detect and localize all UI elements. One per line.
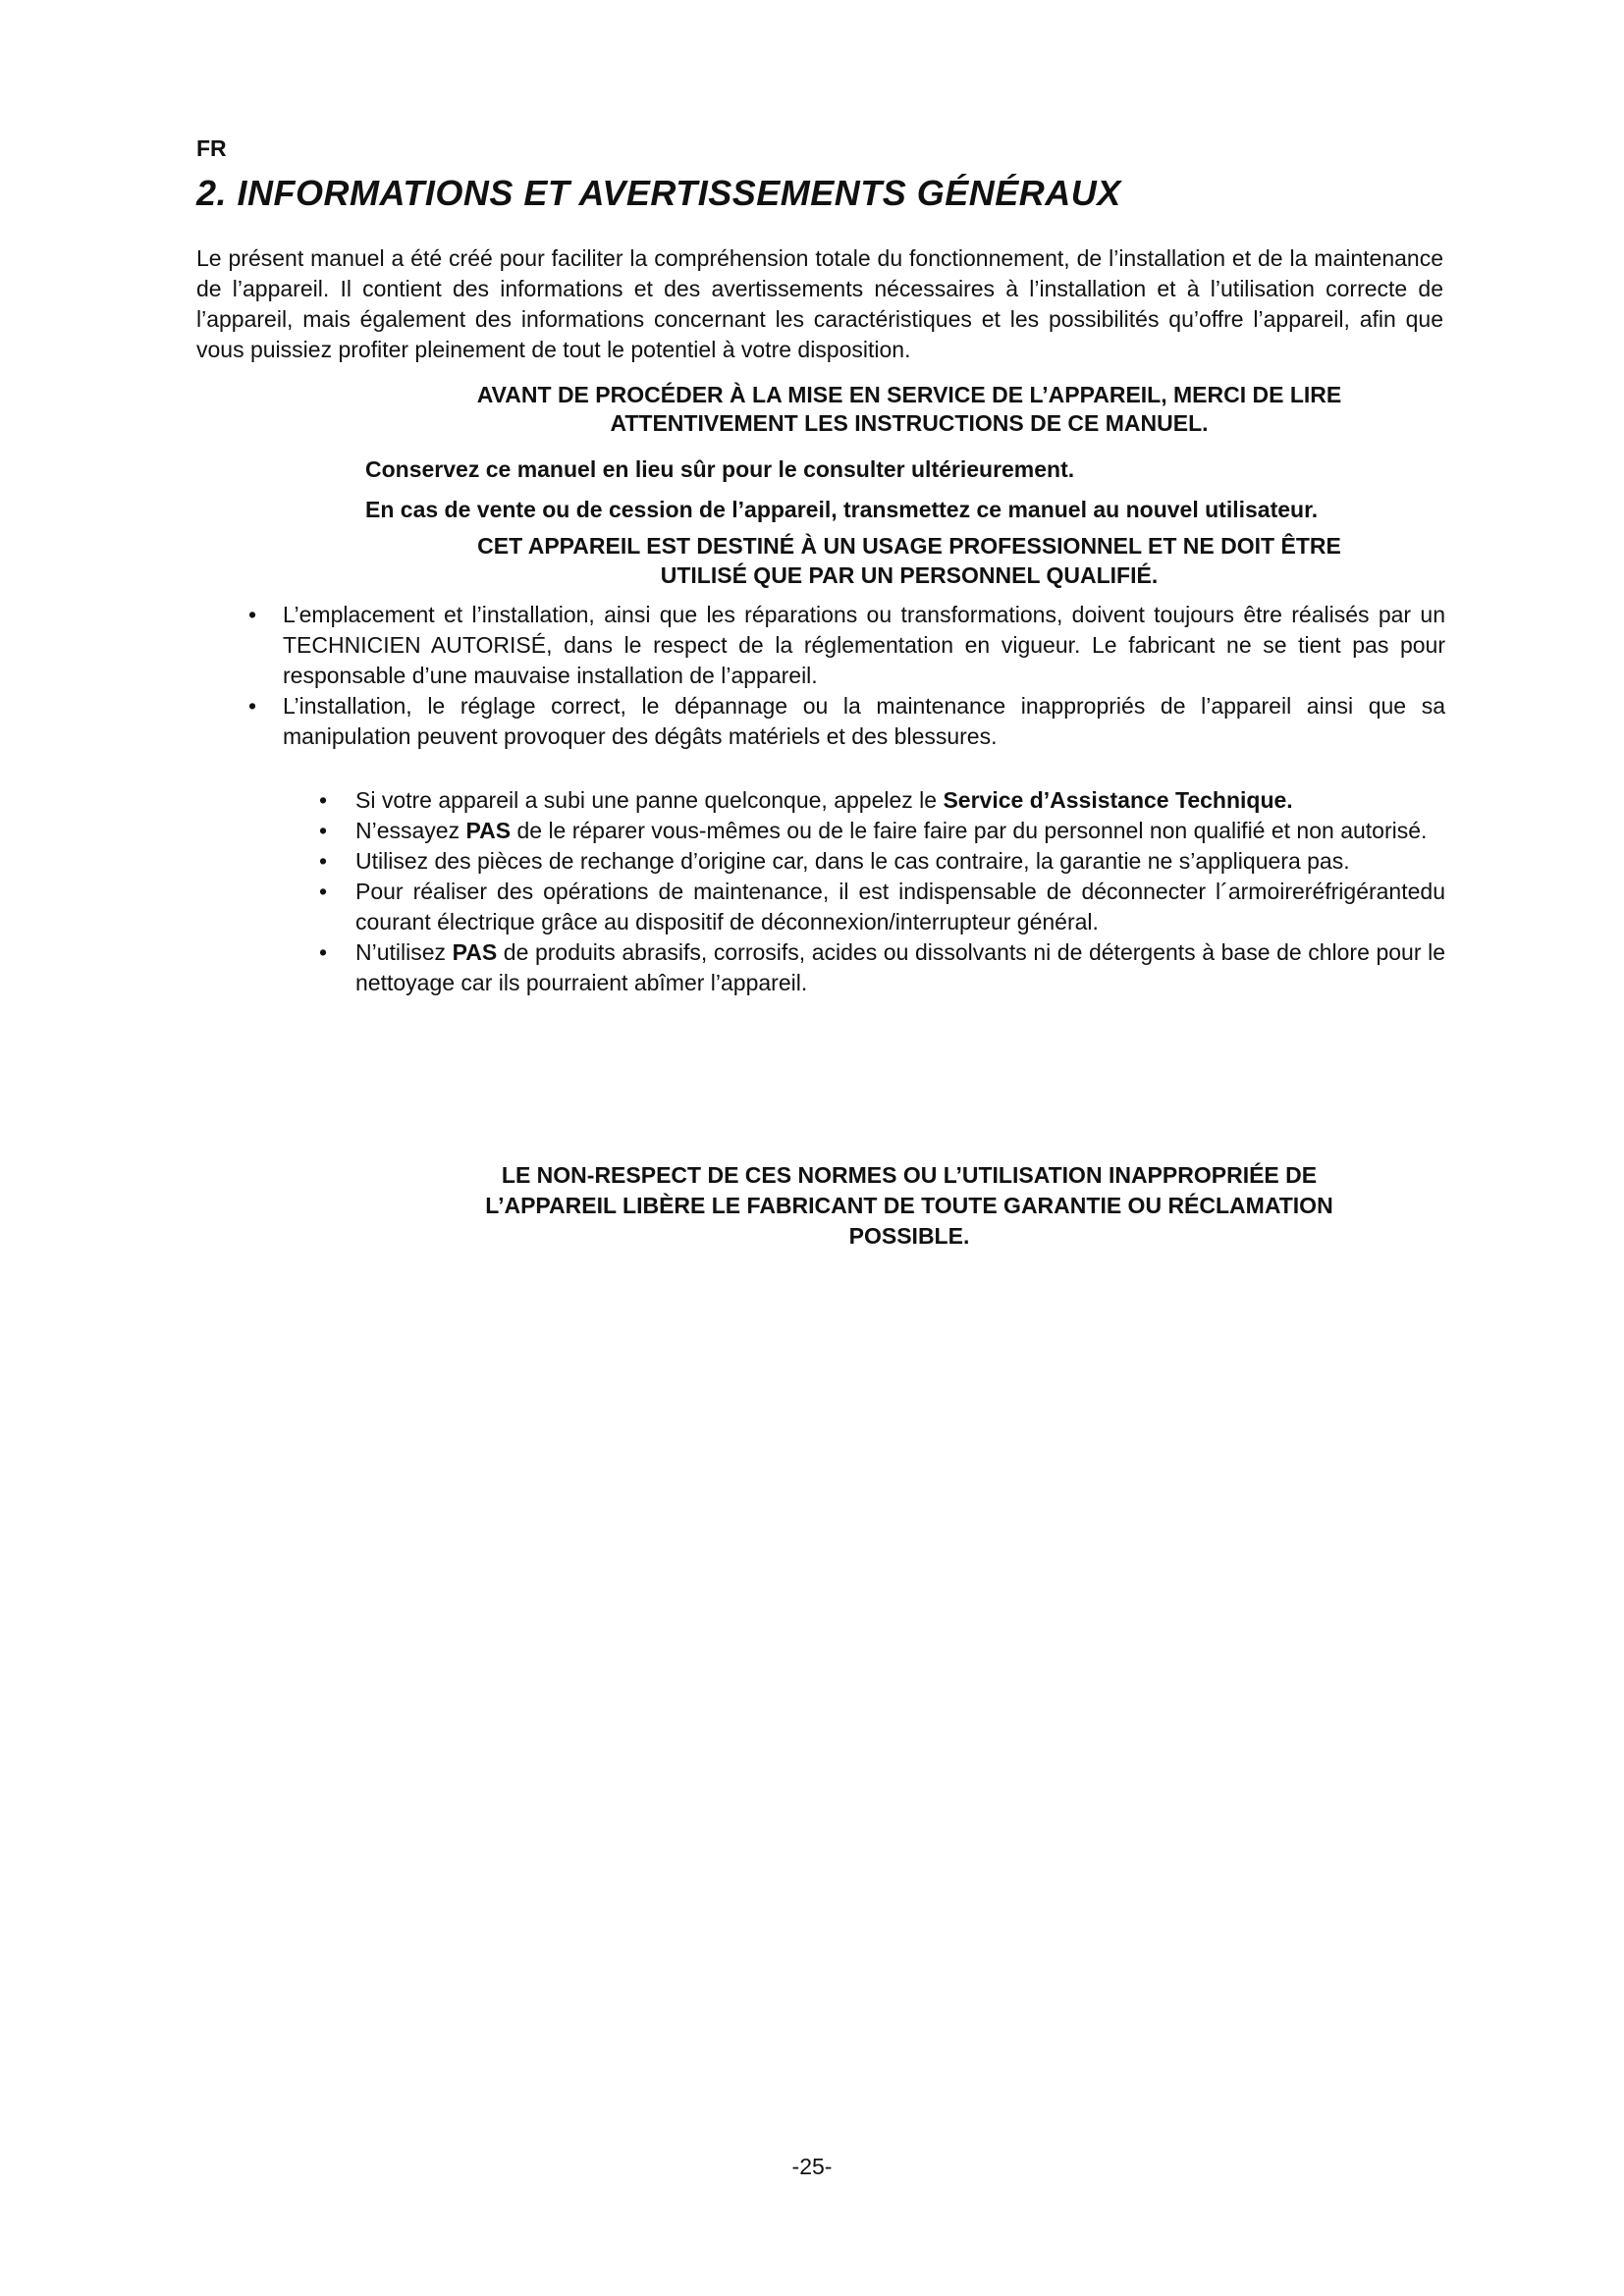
list-item-text: Si votre appareil a subi une panne quelconque, appelez le xyxy=(355,787,944,813)
list-item-text: de produits abrasifs, corrosifs, acides ou dissolvants ni de détergents à base de chlore pour le nettoyage car ils pourraient abîmer l’appareil. xyxy=(355,939,1445,995)
list-item-text: L’emplacement et l’installation, ainsi que les réparations ou transformations, doivent toujours être réalisés par un TECHNICIEN AUTORISÉ, dans le respect de la réglementation en vigueur. Le fabricant ne se tient pas pour responsable d’une mauvaise installation de l’appareil. xyxy=(283,602,1445,688)
list-item xyxy=(312,785,1445,816)
bullet-icon: • xyxy=(318,848,328,874)
bullet-icon: • xyxy=(318,879,328,904)
warning-line: CET APPAREIL EST DESTINÉ À UN USAGE PROFESSIONNEL ET NE DOIT ÊTRE xyxy=(477,533,1341,559)
list-item xyxy=(312,846,1445,877)
sale-notice: En cas de vente ou de cession de l’appareil, transmettez ce manuel au nouvel utilisateur. xyxy=(365,497,1319,522)
list-item xyxy=(312,877,1445,937)
warning-line: POSSIBLE. xyxy=(848,1223,970,1249)
final-warning xyxy=(365,1160,1453,1252)
maintenance-bullet-list xyxy=(312,785,1445,998)
read-instructions-warning xyxy=(365,381,1453,438)
list-item xyxy=(312,937,1445,998)
professional-use-warning xyxy=(365,531,1453,590)
intro-paragraph: Le présent manuel a été créé pour faciliter la compréhension totale du fonctionnement, de l’installation et de la maintenance de l’appareil. Il contient des informations et des avertissements nécessaires à l’installation et à l’utilisation correcte de l’appareil, mais également des informations concernant les caractéristiques et les possibilités qu’offre l’appareil, afin que vous puissiez profiter pleinement de tout le potentiel à votre disposition. xyxy=(196,245,1443,362)
list-item xyxy=(312,816,1445,846)
list-item-text: N’essayez xyxy=(355,818,466,843)
bullet-icon: • xyxy=(318,787,328,813)
list-item xyxy=(242,600,1445,691)
emphasis-text: PAS xyxy=(452,939,498,965)
installation-bullet-list xyxy=(242,600,1445,752)
list-item-text: Pour réaliser des opérations de maintenance, il est indispensable de déconnecter l´armoireréfrigérantedu courant électrique grâce au dispositif de déconnexion/interrupteur général. xyxy=(355,879,1445,934)
list-item-text: L’installation, le réglage correct, le dépannage ou la maintenance inappropriés de l’appareil ainsi que sa manipulation peuvent provoquer des dégâts matériels et des blessures. xyxy=(283,693,1445,749)
list-item-text: N’utilisez xyxy=(355,939,453,965)
service-name: Service d’Assistance Technique. xyxy=(943,787,1293,813)
bullet-icon: • xyxy=(247,693,257,719)
list-item-text: de le réparer vous-mêmes ou de le faire faire par du personnel non qualifié et non autorisé. xyxy=(511,818,1428,843)
warning-line: LE NON-RESPECT DE CES NORMES OU L’UTILISATION INAPPROPRIÉE DE xyxy=(501,1162,1318,1188)
keep-manual-notice: Conservez ce manuel en lieu sûr pour le consulter ultérieurement. xyxy=(365,456,1075,482)
emphasis-text: PAS xyxy=(465,818,512,843)
warning-line: UTILISÉ QUE PAR UN PERSONNEL QUALIFIÉ. xyxy=(660,562,1159,588)
page-number: -25- xyxy=(791,2154,833,2179)
bullet-icon: • xyxy=(318,939,328,965)
list-item-text: Utilisez des pièces de rechange d’origine car, dans le cas contraire, la garantie ne s’appliquera pas. xyxy=(355,848,1350,874)
language-label: FR xyxy=(196,135,227,161)
section-title: 2. INFORMATIONS ET AVERTISSEMENTS GÉNÉRAUX xyxy=(196,173,1121,213)
bullet-icon: • xyxy=(318,818,328,843)
list-item xyxy=(242,691,1445,752)
bullet-icon: • xyxy=(247,602,257,627)
warning-line: AVANT DE PROCÉDER À LA MISE EN SERVICE DE L’APPAREIL, MERCI DE LIRE xyxy=(476,382,1342,407)
warning-line: L’APPAREIL LIBÈRE LE FABRICANT DE TOUTE GARANTIE OU RÉCLAMATION xyxy=(485,1193,1333,1218)
warning-line: ATTENTIVEMENT LES INSTRUCTIONS DE CE MANUEL. xyxy=(610,410,1209,436)
